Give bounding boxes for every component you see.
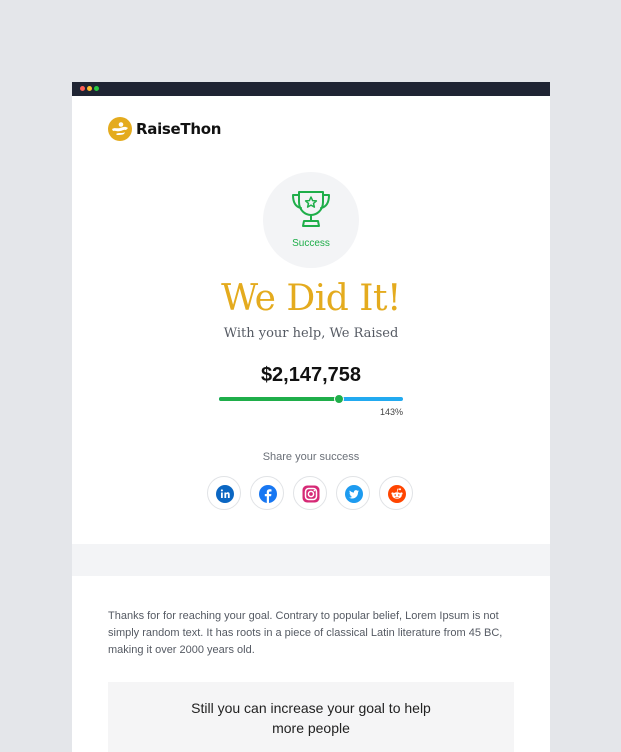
brand-logo[interactable]	[108, 116, 221, 142]
brand-name: RaiseThon	[136, 120, 222, 138]
email-card	[72, 82, 550, 752]
share-facebook-button[interactable]	[250, 476, 284, 510]
raised-amount: $2,147,758	[260, 364, 362, 386]
cta-line-2: more people	[272, 720, 350, 736]
window-titlebar	[72, 82, 550, 96]
share-linkedin-button[interactable]	[207, 476, 241, 510]
linkedin-icon	[216, 485, 234, 503]
share-label: Share your success	[262, 451, 360, 463]
progress-percent: 143%	[379, 407, 403, 417]
minimize-window-dot[interactable]	[87, 86, 92, 91]
facebook-icon	[259, 485, 277, 503]
success-label: Success	[292, 238, 330, 249]
twitter-icon	[345, 485, 363, 503]
maximize-window-dot[interactable]	[94, 86, 99, 91]
share-instagram-button[interactable]	[293, 476, 327, 510]
cta-line-1: Still you can increase your goal to help	[191, 700, 431, 716]
reddit-icon	[388, 485, 406, 503]
section-divider	[72, 544, 550, 576]
progress-bar	[219, 397, 403, 401]
body-paragraph: Thanks for for reaching your goal. Contrary to popular belief, Lorem Ipsum is not simply random text. It has roots in a piece of classical Latin literature from 45 BC, making it over 2000 years old.	[108, 610, 503, 656]
social-share-row	[207, 476, 417, 512]
share-twitter-button[interactable]	[336, 476, 370, 510]
headline: We Did It!	[221, 278, 401, 319]
success-badge	[263, 172, 359, 268]
progress-fill	[219, 397, 339, 401]
trophy-icon	[289, 188, 333, 234]
close-window-dot[interactable]	[80, 86, 85, 91]
cta-text	[148, 698, 474, 738]
share-reddit-button[interactable]	[379, 476, 413, 510]
instagram-icon	[302, 485, 320, 503]
brand-logo-icon	[108, 117, 132, 141]
subheadline: With your help, We Raised	[223, 326, 399, 341]
progress-knob	[334, 394, 344, 404]
cta-box	[108, 682, 514, 752]
